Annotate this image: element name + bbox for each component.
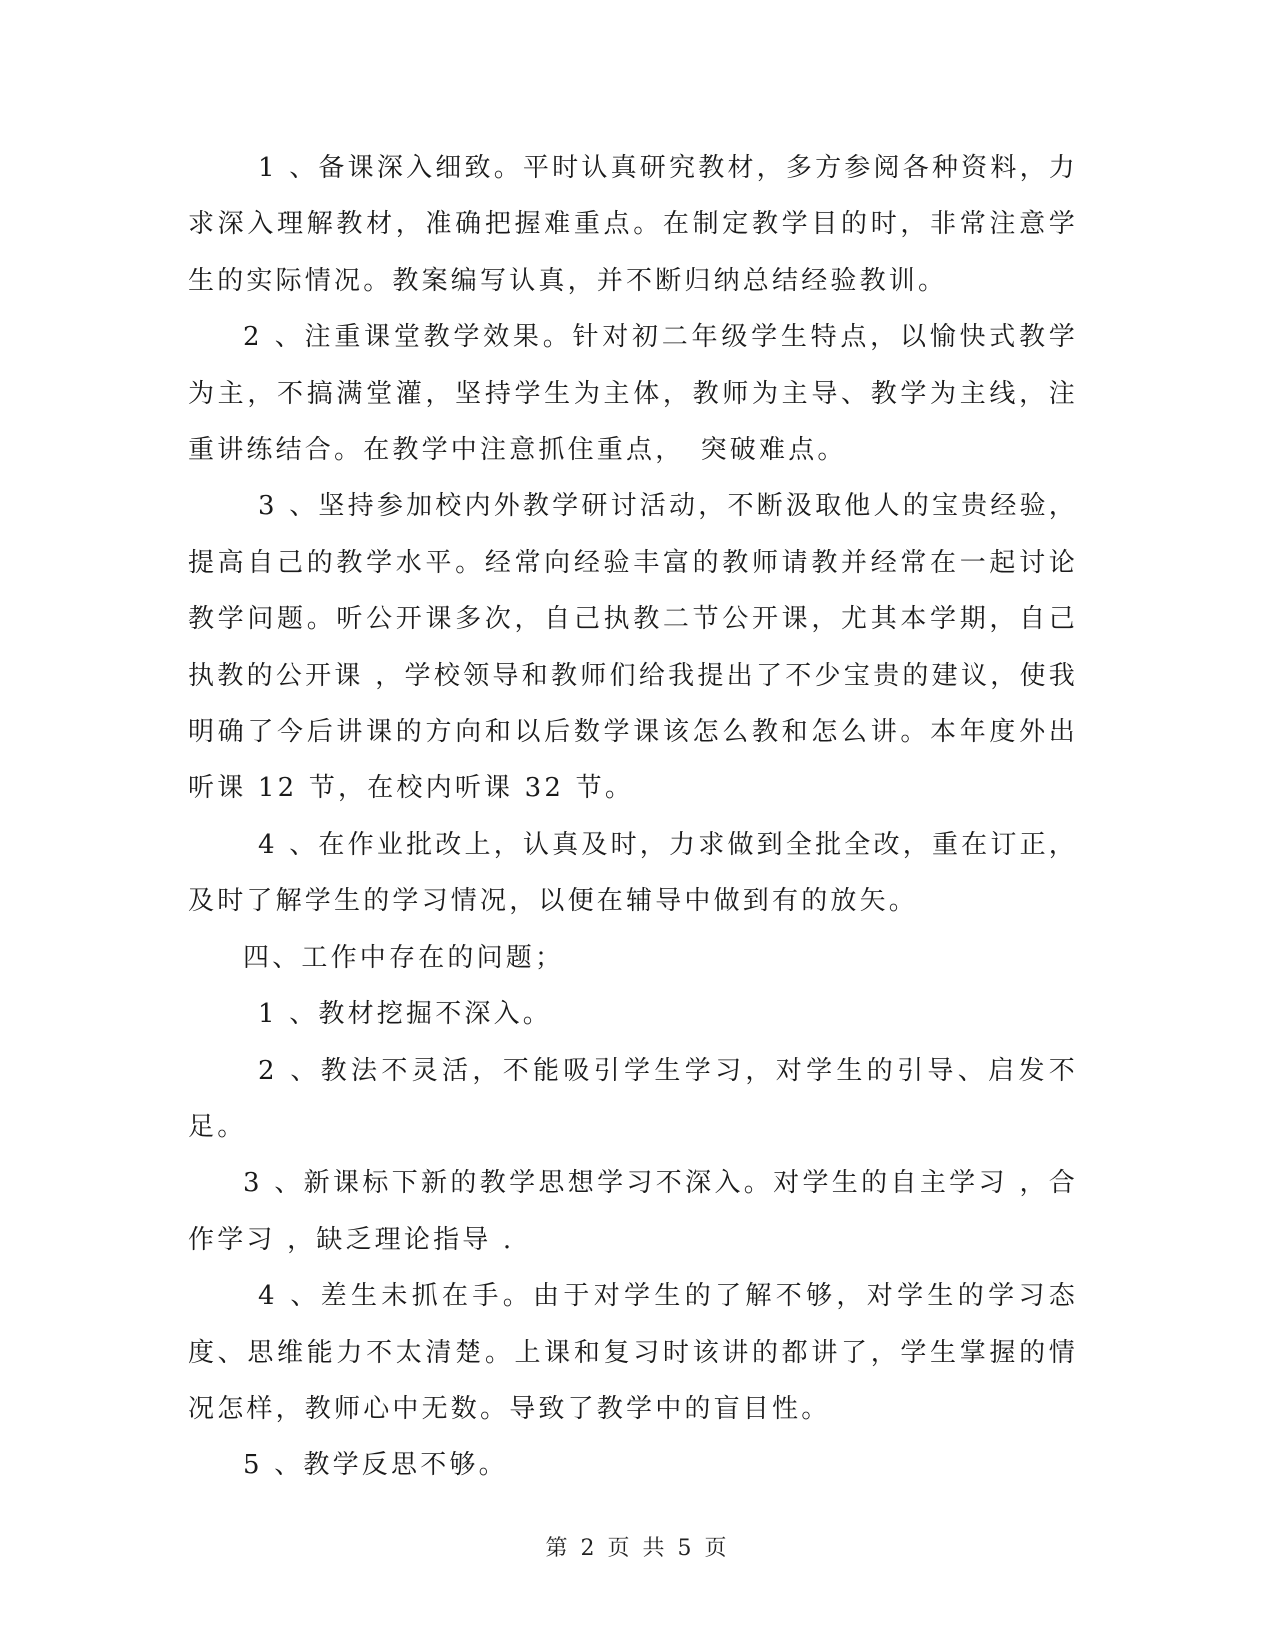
paragraph-problem-4: 4 、差生未抓在手。由于对学生的了解不够，对学生的学习态度、思维能力不太清楚。上课和复习时该讲的都讲了，学生掌握的情况怎样，教师心中无数。导致了教学中的盲目性。 <box>188 1281 1078 1424</box>
section-heading-problems: 四、工作中存在的问题； <box>243 942 565 973</box>
paragraph-lesson-preparation: 1 、备课深入细致。平时认真研究教材，多方参阅各种资料，力求深入理解教材，准确把握难重点。在制定教学目的时，非常注意学生的实际情况。教案编写认真，并不断归纳总结经验教训。 <box>188 153 1078 296</box>
paragraph-problem-3: 3 、新课标下新的教学思想学习不深入。对学生的自主学习 ，合作学习 ，缺乏理论指导 . <box>188 1168 1078 1255</box>
page-number-footer: 第 2 页 共 5 页 <box>545 1536 730 1561</box>
paragraph-problem-1: 1 、教材挖掘不深入。 <box>258 999 553 1030</box>
paragraph-teaching-research: 3 、坚持参加校内外教学研讨活动，不断汲取他人的宝贵经验，提高自己的教学水平。经常向经验丰富的教师请教并经常在一起讨论教学问题。听公开课多次，自己执教二节公开课，尤其本学期，自己执教的公开课 ，学校领导和教师们给我提出了不少宝贵的建议，使我明确了今后讲课的方向和以后数学课该怎么教和怎么讲。本年度外出听课 12 节，在校内听课 32 节。 <box>188 491 1078 804</box>
paragraph-homework-correction: 4 、在作业批改上，认真及时，力求做到全批全改，重在订正，及时了解学生的学习情况，以便在辅导中做到有的放矢。 <box>188 829 1078 917</box>
paragraph-problem-2: 2 、教法不灵活，不能吸引学生学习，对学生的引导、启发不足。 <box>188 1055 1078 1142</box>
document-body <box>188 140 1078 1494</box>
paragraph-problem-5: 5 、教学反思不够。 <box>243 1450 508 1481</box>
paragraph-classroom-effect: 2 、注重课堂教学效果。针对初二年级学生特点，以愉快式教学为主，不搞满堂灌，坚持学生为主体，教师为主导、教学为主线，注重讲练结合。在教学中注意抓住重点， 突破难点。 <box>188 322 1078 466</box>
